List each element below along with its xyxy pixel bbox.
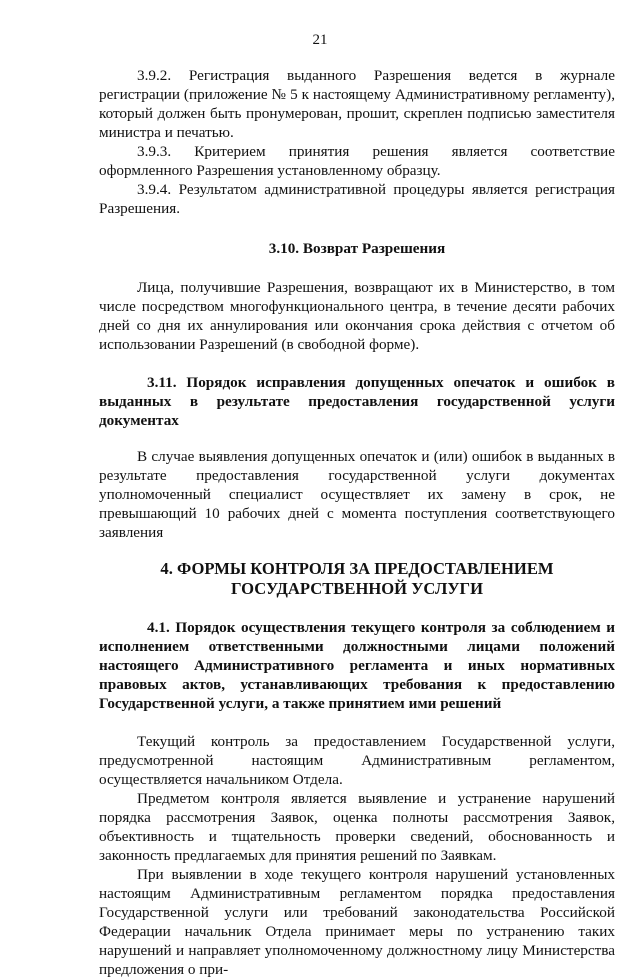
paragraph-4-1-b: Предметом контроля является выявление и устранение нарушений порядка рассмотрения Заявок, оценка полноты рассмотрения Заявок, объективность и тщательность проверки сведений, обоснованность и законность предлагаемых для принятия решений по Заявкам. — [99, 790, 615, 864]
paragraph-3-9-2: 3.9.2. Регистрация выданного Разрешения ведется в журнале регистрации (приложение № 5 к настоящему Административному регламенту), который должен быть пронумерован, прошит, скреплен подписью заместителя министра и печатью. — [99, 67, 615, 141]
paragraph-3-11: В случае выявления допущенных опечаток и (или) ошибок в выданных в результате предоставления государственной услуги документах уполномоченный специалист осуществляет их замену в срок, не превышающий 10 рабочих дней с момента поступления соответствующего заявления — [99, 448, 615, 541]
paragraph-4-1-a: Текущий контроль за предоставлением Государственной услуги, предусмотренной настоящим Административным регламентом, осуществляется начальником Отдела. — [99, 733, 615, 788]
heading-3-11: 3.11. Порядок исправления допущенных опечаток и ошибок в выданных в результате предоставления государственной услуги документах — [99, 374, 615, 429]
paragraph-4-1-c: При выявлении в ходе текущего контроля нарушений установленных настоящим Административным регламентом порядка предоставления Государственной услуги или требований законодательства Российской Федерации начальник Отдела принимает меры по устранению таких нарушений и направляет уполномоченному должностному лицу Министерства предложения о при- — [99, 866, 615, 978]
page-content — [99, 66, 615, 979]
paragraph-3-9-3: 3.9.3. Критерием принятия решения является соответствие оформленного Разрешения установленному образцу. — [99, 143, 615, 179]
heading-section-4 — [99, 559, 615, 599]
heading-4-1: 4.1. Порядок осуществления текущего контроля за соблюдением и исполнением ответственными должностными лицами положений настоящего Административного регламента и иных нормативных правовых актов, устанавливающих требования к предоставлению Государственной услуги, а также принятием ими решений — [99, 619, 615, 712]
heading-section-4-line1: 4. ФОРМЫ КОНТРОЛЯ ЗА ПРЕДОСТАВЛЕНИЕМ — [160, 559, 554, 578]
heading-section-4-line2: ГОСУДАРСТВЕННОЙ УСЛУГИ — [231, 579, 483, 598]
paragraph-3-10: Лица, получившие Разрешения, возвращают их в Министерство, в том числе посредством многофункционального центра, в течение десяти рабочих дней со дня их аннулирования или окончания срока действия с отчетом об использовании Разрешений (в свободной форме). — [99, 279, 615, 353]
paragraph-3-9-4: 3.9.4. Результатом административной процедуры является регистрация Разрешения. — [99, 181, 615, 217]
heading-3-10: 3.10. Возврат Разрешения — [268, 240, 446, 257]
page-number: 21 — [312, 32, 328, 48]
